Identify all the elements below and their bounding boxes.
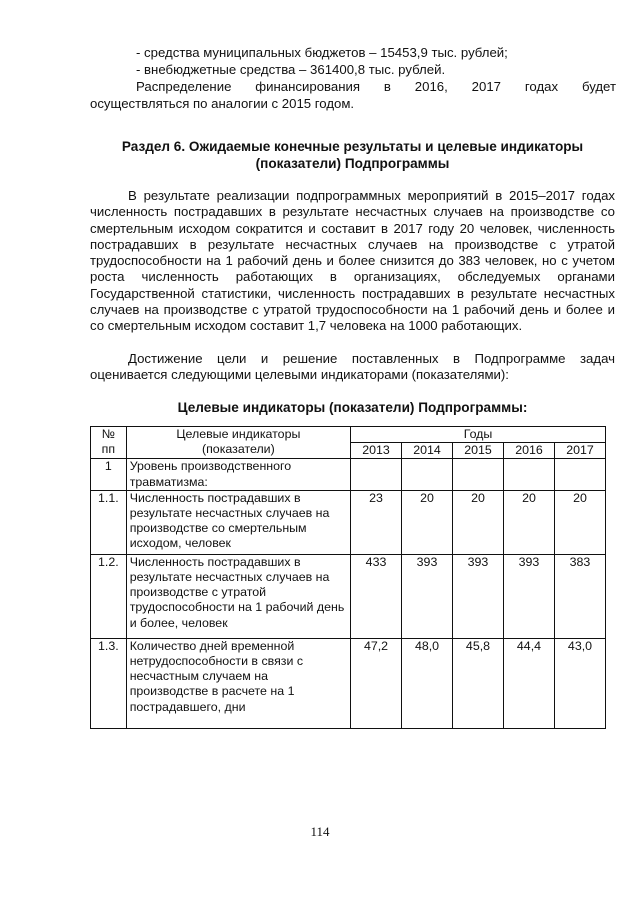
indicators-table [90,426,606,729]
row-indicator: Уровень производственного травматизма: [126,459,350,490]
distribution-line-end: осуществляться по аналогии с 2015 годом. [90,96,355,111]
table-row [91,638,606,728]
row-value: 383 [554,554,605,638]
row-indicator: Количество дней временной нетрудоспособности в связи с несчастным случаем на производстве в расчете на 1 пострадавшего, дни [126,638,350,728]
row-value: 47,2 [351,638,402,728]
budget-line-extrabudgetary: - внебюджетные средства – 361400,8 тыс. рублей. [136,62,446,77]
row-value: 393 [453,554,504,638]
header-year: 2013 [351,443,402,459]
table-caption: Целевые индикаторы (показатели) Подпрограммы: [177,400,528,415]
row-num: 1.3. [91,638,127,728]
row-value: 23 [351,490,402,554]
row-indicator: Численность пострадавших в результате несчастных случаев на производстве с утратой трудоспособности на 1 рабочий день и более, человек [126,554,350,638]
row-value [351,459,402,490]
section-title-line1: Раздел 6. Ожидаемые конечные результаты и целевые индикаторы [121,139,584,154]
row-num: 1.1. [91,490,127,554]
section-title-line2: (показатели) Подпрограммы [255,156,450,171]
header-years: Годы [351,427,606,443]
row-value: 48,0 [402,638,453,728]
row-value [453,459,504,490]
row-value: 393 [503,554,554,638]
row-value: 433 [351,554,402,638]
row-value [554,459,605,490]
row-value: 20 [402,490,453,554]
table-row [91,554,606,638]
header-num: № пп [91,427,127,459]
indicators-intro-paragraph: Достижение цели и решение поставленных в Подпрограмме задач оценивается следующими целевыми индикаторами (показателями): [90,351,615,383]
header-year: 2016 [503,443,554,459]
row-indicator: Численность пострадавших в результате несчастных случаев на производстве со смертельным исходом, человек [126,490,350,554]
row-value: 20 [503,490,554,554]
header-year: 2014 [402,443,453,459]
row-value [503,459,554,490]
budget-line-municipal: - средства муниципальных бюджетов – 15453,9 тыс. рублей; [136,45,508,60]
page-number: 114 [310,824,330,839]
header-year: 2017 [554,443,605,459]
row-value: 20 [453,490,504,554]
row-value: 20 [554,490,605,554]
row-value: 45,8 [453,638,504,728]
row-value [402,459,453,490]
row-num: 1 [91,459,127,490]
results-paragraph: В результате реализации подпрограммных мероприятий в 2015–2017 годах численность пострадавших в результате несчастных случаев на производстве со смертельным исходом сократится и составит в 2017 году 20 человек, численность пострадавших в результате несчастных случаев на производстве с утратой трудоспособности на 1 рабочий день и более снизится до 383 человек, но с учетом роста численность работающих в организациях, обследуемых органами Государственной статистики, численность пострадавших в результате несчастных случаев на производстве с утратой трудоспособности на 1 рабочий день и более и со смертельным исходом составит 1,7 человека на 1000 работающих. [90,188,615,334]
table-row [91,459,606,490]
table-header-row [91,427,606,443]
row-value: 43,0 [554,638,605,728]
row-value: 393 [402,554,453,638]
table-row [91,490,606,554]
row-value: 44,4 [503,638,554,728]
section-title [90,138,615,172]
header-indicator: Целевые индикаторы (показатели) [126,427,350,459]
distribution-line: Распределение финансирования в 2016, 2017 годах будет [136,79,616,94]
row-num: 1.2. [91,554,127,638]
header-year: 2015 [453,443,504,459]
